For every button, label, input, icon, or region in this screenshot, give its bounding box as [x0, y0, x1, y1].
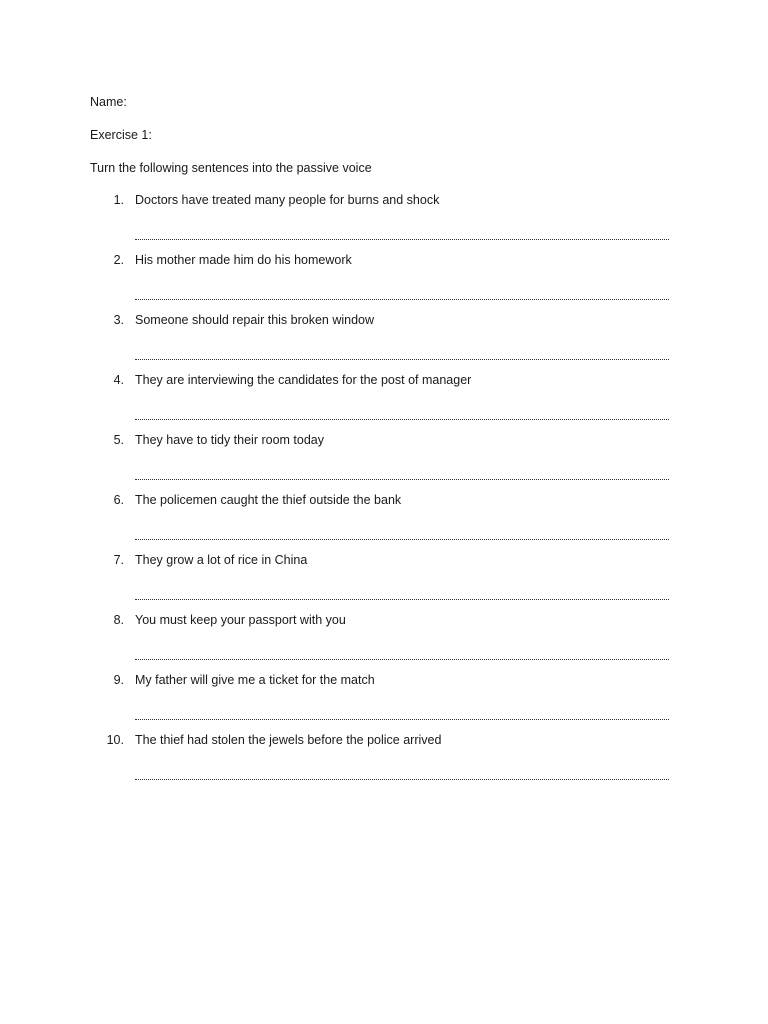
question-item — [0, 491, 768, 551]
question-text: The thief had stolen the jewels before the police arrived — [135, 733, 442, 747]
question-number: 4. — [113, 373, 124, 387]
question-item — [0, 551, 768, 611]
question-item — [0, 611, 768, 671]
question-text: Someone should repair this broken window — [135, 313, 375, 327]
question-text: His mother made him do his homework — [135, 253, 352, 267]
question-number: 10. — [106, 733, 124, 747]
question-list — [0, 191, 768, 791]
question-number: 9. — [113, 673, 124, 687]
answer-line[interactable] — [135, 779, 669, 780]
question-text: You must keep your passport with you — [135, 613, 346, 627]
question-number: 2. — [113, 253, 124, 267]
question-item — [0, 731, 768, 791]
question-text: The policemen caught the thief outside the bank — [135, 493, 402, 507]
question-text: My father will give me a ticket for the match — [135, 673, 375, 687]
answer-line[interactable] — [135, 719, 669, 720]
question-number: 1. — [113, 193, 124, 207]
name-label: Name: — [90, 95, 127, 109]
question-text: They have to tidy their room today — [135, 433, 324, 447]
question-number: 6. — [113, 493, 124, 507]
answer-line[interactable] — [135, 539, 669, 540]
answer-line[interactable] — [135, 599, 669, 600]
exercise-title: Exercise 1: — [90, 128, 152, 142]
answer-line[interactable] — [135, 299, 669, 300]
question-number: 7. — [113, 553, 124, 567]
question-item — [0, 311, 768, 371]
question-text: Doctors have treated many people for burns and shock — [135, 193, 440, 207]
question-text: They are interviewing the candidates for the post of manager — [135, 373, 472, 387]
question-item — [0, 671, 768, 731]
answer-line[interactable] — [135, 359, 669, 360]
instruction-text: Turn the following sentences into the passive voice — [90, 161, 372, 175]
question-item — [0, 371, 768, 431]
question-number: 3. — [113, 313, 124, 327]
answer-line[interactable] — [135, 659, 669, 660]
question-text: They grow a lot of rice in China — [135, 553, 308, 567]
question-number: 8. — [113, 613, 124, 627]
question-number: 5. — [113, 433, 124, 447]
answer-line[interactable] — [135, 479, 669, 480]
answer-line[interactable] — [135, 419, 669, 420]
question-item — [0, 431, 768, 491]
question-item — [0, 191, 768, 251]
answer-line[interactable] — [135, 239, 669, 240]
question-item — [0, 251, 768, 311]
